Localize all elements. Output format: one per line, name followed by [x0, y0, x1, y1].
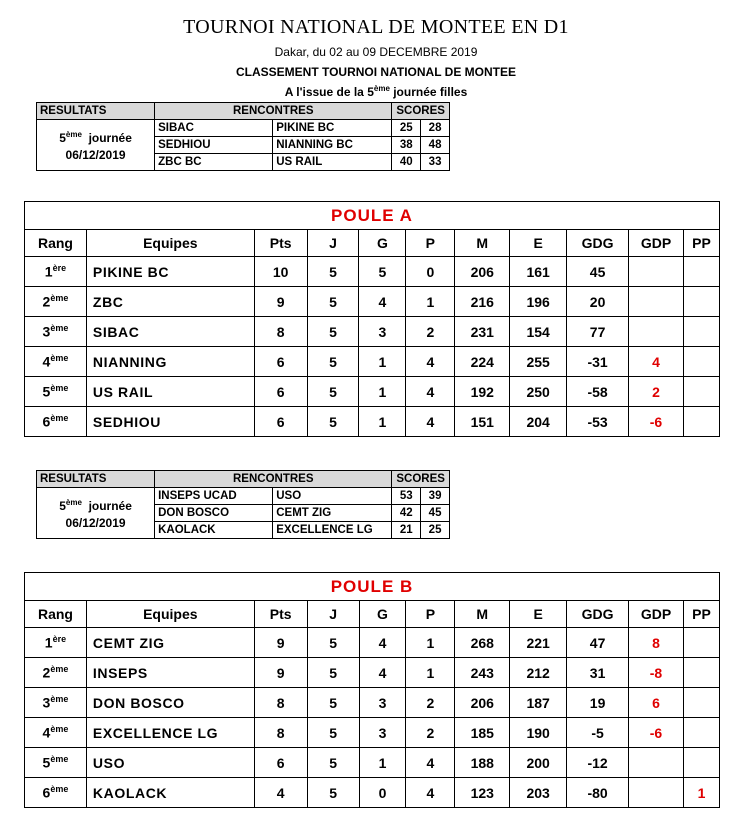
m-cell: 243 — [455, 658, 510, 688]
gdp-cell — [629, 317, 684, 347]
team-name: NIANNING — [86, 347, 254, 377]
journee-date: 06/12/2019 — [65, 516, 126, 530]
p-cell: 2 — [406, 718, 455, 748]
gdp-cell: 4 — [629, 347, 684, 377]
match-score-away: 45 — [421, 505, 450, 522]
rank-suffix: ème — [50, 724, 69, 735]
standing-row — [25, 257, 720, 287]
rank-cell — [25, 688, 87, 718]
gdp-cell — [629, 778, 684, 808]
rank-number: 2 — [42, 293, 51, 310]
j-cell: 5 — [307, 778, 359, 808]
e-cell: 200 — [510, 748, 567, 778]
g-cell: 3 — [359, 718, 406, 748]
col-p: P — [406, 230, 455, 257]
j-cell: 5 — [307, 257, 359, 287]
rank-number: 4 — [42, 724, 51, 741]
j-cell: 5 — [307, 688, 359, 718]
gdp-cell: -8 — [629, 658, 684, 688]
gdg-cell: 45 — [567, 257, 629, 287]
rank-cell — [25, 658, 87, 688]
col-gdp: GDP — [629, 601, 684, 628]
pts-cell: 6 — [254, 377, 307, 407]
match-score-home: 53 — [392, 488, 421, 505]
j-cell: 5 — [307, 658, 359, 688]
rank-suffix: ème — [50, 413, 69, 424]
rank-cell — [25, 257, 87, 287]
col-rang: Rang — [25, 601, 87, 628]
results-header: RESULTATS — [37, 471, 155, 488]
gdp-cell — [629, 257, 684, 287]
pts-cell: 6 — [254, 347, 307, 377]
p-cell: 4 — [406, 407, 455, 437]
match-away: CEMT ZIG — [273, 505, 392, 522]
p-cell: 2 — [406, 688, 455, 718]
e-cell: 161 — [510, 257, 567, 287]
standing-row — [25, 628, 720, 658]
g-cell: 3 — [359, 688, 406, 718]
standing-row — [25, 778, 720, 808]
gdg-cell: 20 — [567, 287, 629, 317]
m-cell: 206 — [455, 257, 510, 287]
match-score-away: 28 — [421, 120, 450, 137]
col-rang: Rang — [25, 230, 87, 257]
results-table-b — [36, 470, 450, 539]
document-subtitle: Dakar, du 02 au 09 DECEMBRE 2019 — [274, 45, 478, 59]
g-cell: 4 — [359, 287, 406, 317]
pp-cell — [683, 317, 719, 347]
gdg-cell: -12 — [567, 748, 629, 778]
g-cell: 1 — [359, 748, 406, 778]
standing-row — [25, 688, 720, 718]
match-away: PIKINE BC — [273, 120, 392, 137]
pts-cell: 4 — [254, 778, 307, 808]
g-cell: 0 — [359, 778, 406, 808]
team-name: EXCELLENCE LG — [86, 718, 254, 748]
journee-sup: ème — [65, 130, 82, 139]
pp-cell — [683, 748, 719, 778]
gdp-cell: 8 — [629, 628, 684, 658]
team-name: US RAIL — [86, 377, 254, 407]
journee-date: 06/12/2019 — [65, 148, 126, 162]
match-home: SEDHIOU — [155, 137, 273, 154]
rank-cell — [25, 778, 87, 808]
gdp-cell: 2 — [629, 377, 684, 407]
m-cell: 268 — [455, 628, 510, 658]
m-cell: 206 — [455, 688, 510, 718]
poule-a-table — [24, 201, 720, 437]
rank-suffix: ème — [50, 754, 69, 765]
gdp-cell: -6 — [629, 407, 684, 437]
rank-cell — [25, 317, 87, 347]
j-cell: 5 — [307, 287, 359, 317]
gdg-cell: -31 — [567, 347, 629, 377]
team-name: DON BOSCO — [86, 688, 254, 718]
journee-number: 5 — [59, 499, 66, 513]
team-name: SEDHIOU — [86, 407, 254, 437]
rank-suffix: ème — [50, 784, 69, 795]
rank-number: 2 — [42, 664, 51, 681]
e-cell: 187 — [510, 688, 567, 718]
journee-word: journée — [88, 131, 132, 145]
p-cell: 4 — [406, 347, 455, 377]
gdg-cell: 77 — [567, 317, 629, 347]
gdg-cell: -80 — [567, 778, 629, 808]
gdp-cell — [629, 748, 684, 778]
gdp-cell — [629, 287, 684, 317]
rank-suffix: ère — [52, 263, 67, 274]
match-score-home: 40 — [392, 154, 421, 171]
col-j: J — [307, 230, 359, 257]
rank-suffix: ère — [52, 634, 67, 645]
match-away: USO — [273, 488, 392, 505]
p-cell: 1 — [406, 287, 455, 317]
g-cell: 1 — [359, 377, 406, 407]
m-cell: 231 — [455, 317, 510, 347]
rencontres-header: RENCONTRES — [155, 103, 392, 120]
results-table-a — [36, 102, 450, 171]
match-away: US RAIL — [273, 154, 392, 171]
m-cell: 185 — [455, 718, 510, 748]
col-g: G — [359, 601, 406, 628]
rank-number: 5 — [42, 383, 51, 400]
standing-row — [25, 317, 720, 347]
gdg-cell: -53 — [567, 407, 629, 437]
m-cell: 192 — [455, 377, 510, 407]
pp-cell: 1 — [683, 778, 719, 808]
match-home: SIBAC — [155, 120, 273, 137]
p-cell: 1 — [406, 658, 455, 688]
m-cell: 216 — [455, 287, 510, 317]
rank-suffix: ème — [50, 694, 69, 705]
gdg-cell: -58 — [567, 377, 629, 407]
match-score-away: 33 — [421, 154, 450, 171]
pts-cell: 6 — [254, 748, 307, 778]
rank-suffix: ème — [50, 383, 69, 394]
standing-row — [25, 347, 720, 377]
team-name: INSEPS — [86, 658, 254, 688]
pts-cell: 6 — [254, 407, 307, 437]
results-header: RESULTATS — [37, 103, 155, 120]
match-score-away: 25 — [421, 522, 450, 539]
match-away: EXCELLENCE LG — [273, 522, 392, 539]
rank-cell — [25, 407, 87, 437]
standing-row — [25, 718, 720, 748]
pp-cell — [683, 407, 719, 437]
team-name: USO — [86, 748, 254, 778]
m-cell: 151 — [455, 407, 510, 437]
gdg-cell: 31 — [567, 658, 629, 688]
p-cell: 2 — [406, 317, 455, 347]
match-home: ZBC BC — [155, 154, 273, 171]
col-pp: PP — [683, 230, 719, 257]
j-cell: 5 — [307, 628, 359, 658]
standing-row — [25, 748, 720, 778]
col-equipes: Equipes — [86, 601, 254, 628]
rank-number: 5 — [42, 754, 51, 771]
p-cell: 4 — [406, 377, 455, 407]
j-cell: 5 — [307, 377, 359, 407]
match-home: INSEPS UCAD — [155, 488, 273, 505]
e-cell: 255 — [510, 347, 567, 377]
journee-cell — [37, 120, 155, 171]
pts-cell: 8 — [254, 718, 307, 748]
e-cell: 250 — [510, 377, 567, 407]
standing-row — [25, 407, 720, 437]
pp-cell — [683, 688, 719, 718]
e-cell: 212 — [510, 658, 567, 688]
gdg-cell: 19 — [567, 688, 629, 718]
e-cell: 203 — [510, 778, 567, 808]
j-cell: 5 — [307, 407, 359, 437]
pp-cell — [683, 287, 719, 317]
col-m: M — [455, 230, 510, 257]
rank-number: 1 — [44, 263, 53, 280]
rank-cell — [25, 287, 87, 317]
standing-row — [25, 287, 720, 317]
j-cell: 5 — [307, 347, 359, 377]
col-gdg: GDG — [567, 601, 629, 628]
scores-header: SCORES — [392, 471, 450, 488]
rank-number: 4 — [42, 353, 51, 370]
pp-cell — [683, 347, 719, 377]
p-cell: 1 — [406, 628, 455, 658]
rencontres-header: RENCONTRES — [155, 471, 392, 488]
col-pp: PP — [683, 601, 719, 628]
p-cell: 4 — [406, 778, 455, 808]
rank-suffix: ème — [50, 293, 69, 304]
col-p: P — [406, 601, 455, 628]
journee-word: journée — [88, 499, 132, 513]
pts-cell: 8 — [254, 317, 307, 347]
rank-suffix: ème — [50, 664, 69, 675]
rank-cell — [25, 718, 87, 748]
col-g: G — [359, 230, 406, 257]
pp-cell — [683, 257, 719, 287]
match-score-home: 38 — [392, 137, 421, 154]
match-score-home: 21 — [392, 522, 421, 539]
team-name: PIKINE BC — [86, 257, 254, 287]
gdp-cell: 6 — [629, 688, 684, 718]
pts-cell: 9 — [254, 287, 307, 317]
team-name: SIBAC — [86, 317, 254, 347]
col-gdp: GDP — [629, 230, 684, 257]
pts-cell: 9 — [254, 628, 307, 658]
pp-cell — [683, 718, 719, 748]
gdg-cell: 47 — [567, 628, 629, 658]
issue-sup: ème — [373, 84, 390, 93]
rank-number: 6 — [42, 784, 51, 801]
rank-cell — [25, 347, 87, 377]
poule-a-title: POULE A — [25, 202, 720, 230]
col-e: E — [510, 230, 567, 257]
col-e: E — [510, 601, 567, 628]
issue-heading — [0, 84, 752, 99]
match-score-away: 48 — [421, 137, 450, 154]
pp-cell — [683, 628, 719, 658]
pp-cell — [683, 377, 719, 407]
col-equipes: Equipes — [86, 230, 254, 257]
gdp-cell: -6 — [629, 718, 684, 748]
e-cell: 196 — [510, 287, 567, 317]
issue-prefix: A l'issue de la 5 — [284, 85, 374, 99]
g-cell: 1 — [359, 347, 406, 377]
col-j: J — [307, 601, 359, 628]
j-cell: 5 — [307, 317, 359, 347]
p-cell: 0 — [406, 257, 455, 287]
poule-b-rows — [25, 628, 720, 808]
team-name: KAOLACK — [86, 778, 254, 808]
m-cell: 123 — [455, 778, 510, 808]
poule-b-title: POULE B — [25, 573, 720, 601]
standing-row — [25, 377, 720, 407]
g-cell: 1 — [359, 407, 406, 437]
poule-b-table — [24, 572, 720, 808]
rank-number: 6 — [42, 413, 51, 430]
p-cell: 4 — [406, 748, 455, 778]
e-cell: 190 — [510, 718, 567, 748]
rank-cell — [25, 628, 87, 658]
rank-suffix: ème — [50, 323, 69, 334]
pts-cell: 10 — [254, 257, 307, 287]
classement-heading: CLASSEMENT TOURNOI NATIONAL DE MONTEE — [235, 65, 516, 79]
e-cell: 154 — [510, 317, 567, 347]
scores-header: SCORES — [392, 103, 450, 120]
gdg-cell: -5 — [567, 718, 629, 748]
g-cell: 5 — [359, 257, 406, 287]
col-gdg: GDG — [567, 230, 629, 257]
match-home: DON BOSCO — [155, 505, 273, 522]
e-cell: 204 — [510, 407, 567, 437]
pts-cell: 8 — [254, 688, 307, 718]
rank-suffix: ème — [50, 353, 69, 364]
match-score-home: 25 — [392, 120, 421, 137]
standing-row — [25, 658, 720, 688]
g-cell: 4 — [359, 628, 406, 658]
match-home: KAOLACK — [155, 522, 273, 539]
pts-cell: 9 — [254, 658, 307, 688]
g-cell: 3 — [359, 317, 406, 347]
col-pts: Pts — [254, 230, 307, 257]
rank-number: 1 — [44, 634, 53, 651]
m-cell: 188 — [455, 748, 510, 778]
col-pts: Pts — [254, 601, 307, 628]
journee-sup: ème — [65, 498, 82, 507]
team-name: ZBC — [86, 287, 254, 317]
j-cell: 5 — [307, 718, 359, 748]
team-name: CEMT ZIG — [86, 628, 254, 658]
match-score-away: 39 — [421, 488, 450, 505]
match-away: NIANNING BC — [273, 137, 392, 154]
journee-cell — [37, 488, 155, 539]
g-cell: 4 — [359, 658, 406, 688]
e-cell: 221 — [510, 628, 567, 658]
document-title: TOURNOI NATIONAL DE MONTEE EN D1 — [183, 16, 569, 38]
journee-number: 5 — [59, 131, 66, 145]
rank-number: 3 — [42, 323, 51, 340]
poule-a-rows — [25, 257, 720, 437]
match-score-home: 42 — [392, 505, 421, 522]
issue-suffix: journée filles — [389, 85, 468, 99]
rank-cell — [25, 748, 87, 778]
col-m: M — [455, 601, 510, 628]
rank-cell — [25, 377, 87, 407]
j-cell: 5 — [307, 748, 359, 778]
pp-cell — [683, 658, 719, 688]
m-cell: 224 — [455, 347, 510, 377]
rank-number: 3 — [42, 694, 51, 711]
